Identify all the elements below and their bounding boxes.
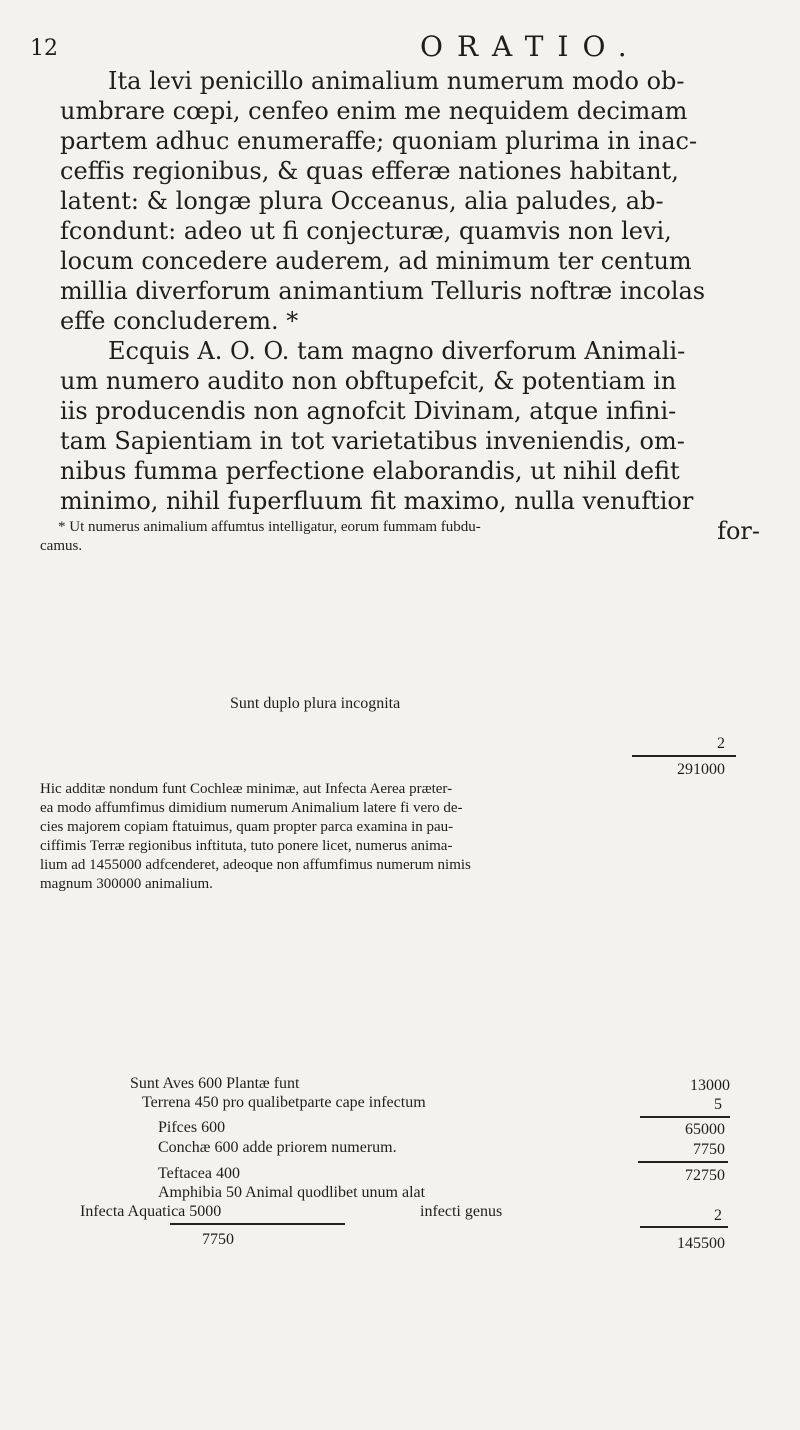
footnote-tail (40, 780, 760, 894)
page-number: 12 (30, 36, 58, 61)
table-total: 291000 (677, 761, 725, 778)
table-row-label: Infecta Aquatica 5000 (80, 1203, 222, 1220)
table-row-label: infecti genus (420, 1203, 503, 1220)
table-value: 145500 (677, 1235, 725, 1252)
table-value: 5 (714, 1096, 722, 1113)
catchword: for- (717, 517, 760, 545)
text-line: effe concluderem. * (60, 307, 299, 335)
footnote-line: * Ut numerus animalium affumtus intelligatur, eorum fummam fubdu- (58, 519, 481, 535)
animal-count-table (40, 1074, 760, 1254)
footnote-line: magnum 300000 animalium. (40, 876, 213, 892)
table-row-label: Conchæ 600 adde priorem numerum. (158, 1139, 397, 1156)
footnote-line: Hic additæ nondum funt Cochleæ minimæ, aut Infecta Aerea præter- (40, 781, 453, 797)
text-line: ceffis regionibus, & quas efferæ nationes habitant, (60, 157, 679, 185)
footnote-line: ciffimis Terræ regionibus inftituta, tuto ponere licet, numerus anima- (40, 838, 453, 854)
text-line: millia diverforum animantium Telluris noftræ incolas (60, 277, 706, 305)
table-value: 2 (714, 1207, 722, 1224)
sum-rule (638, 1161, 728, 1163)
footnote-line: lium ad 1455000 adfcenderet, adeoque non affumfimus numerum nimis (40, 857, 471, 873)
text-line: nibus fumma perfectione elaborandis, ut nihil defit (60, 457, 680, 485)
table-row-label: Sunt duplo plura incognita (230, 695, 401, 712)
text-line: Ecquis A. O. O. tam magno diverforum Animali- (108, 337, 686, 365)
sum-rule (640, 1116, 730, 1118)
text-line: partem adhuc enumeraffe; quoniam plurima in inac- (60, 127, 698, 155)
running-title: ORATIO. (420, 30, 641, 63)
text-line: locum concedere auderem, ad minimum ter centum (60, 247, 692, 275)
footnote-line: camus. (40, 538, 83, 554)
text-line: latent: & longæ plura Occeanus, alia paludes, ab- (60, 187, 664, 215)
table-row-label: Teftacea 400 (158, 1165, 240, 1182)
table-value: 7750 (693, 1141, 725, 1158)
table-value: 13000 (690, 1077, 730, 1094)
footnote-line: ea modo affumfimus dimidium numerum Animalium latere fi vero de- (40, 800, 463, 816)
table-row-label: Amphibia 50 Animal quodlibet unum alat (158, 1184, 426, 1201)
table-continuation (40, 0, 760, 1076)
table-value: 7750 (202, 1231, 234, 1248)
table-value: 65000 (685, 1121, 725, 1138)
text-line: um numero audito non obftupefcit, & potentiam in (60, 367, 677, 395)
sum-rule (170, 1223, 345, 1225)
table-value: 2 (717, 735, 725, 752)
text-line: tam Sapientiam in tot varietatibus inveniendis, om- (60, 427, 685, 455)
table-value: 72750 (685, 1167, 725, 1184)
sum-rule (632, 755, 736, 757)
table-row-label: Sunt Aves 600 Plantæ funt (130, 1075, 300, 1092)
table-row-label: Pifces 600 (158, 1119, 226, 1136)
table-row-label: Terrena 450 pro qualibetparte cape infectum (142, 1094, 426, 1111)
footnote-line: cies majorem copiam ftatuimus, quam propter parca examina in pau- (40, 819, 454, 835)
text-line: fcondunt: adeo ut fi conjecturæ, quamvis non levi, (60, 217, 672, 245)
text-line: iis producendis non agnofcit Divinam, atque infini- (60, 397, 677, 425)
text-line: minimo, nihil fuperfluum fit maximo, nulla venuftior (60, 487, 694, 515)
text-line: umbrare cœpi, cenfeo enim me nequidem decimam (60, 97, 688, 125)
text-line: Ita levi penicillo animalium numerum modo ob- (108, 67, 685, 95)
sum-rule (640, 1226, 728, 1228)
